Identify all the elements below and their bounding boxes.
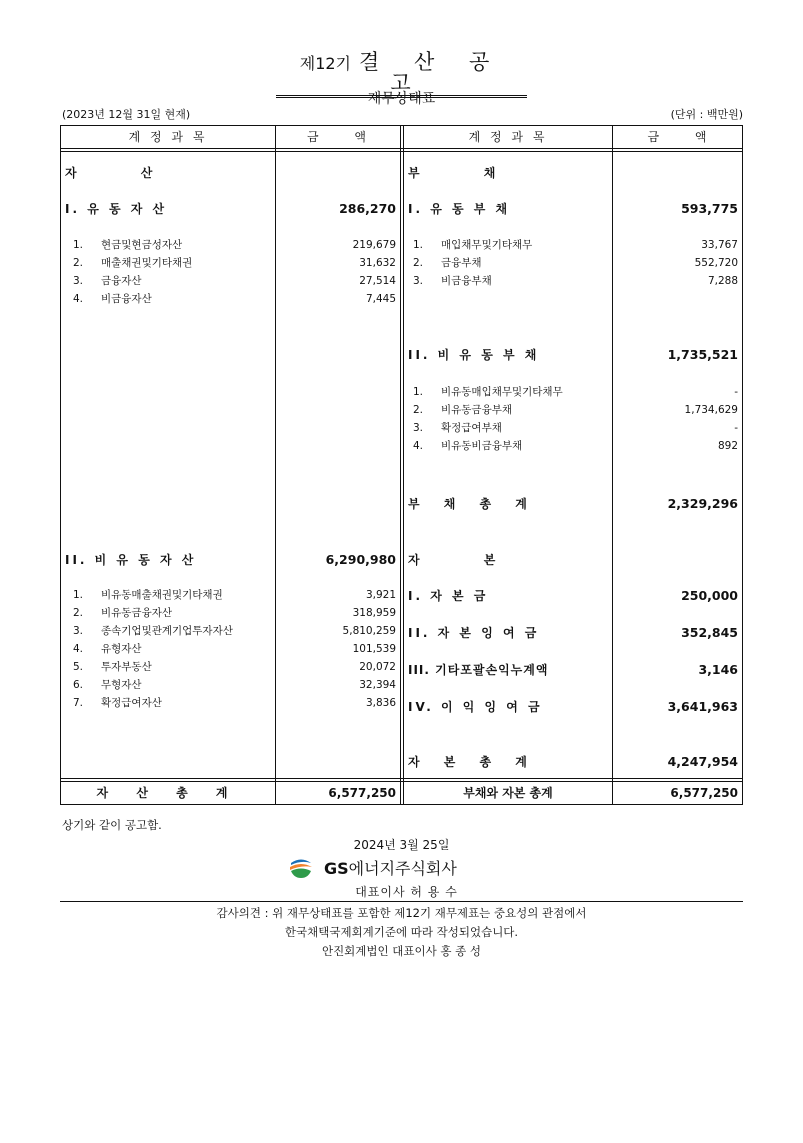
item-number: 7. [73, 697, 84, 709]
item-value: 31,632 [359, 257, 396, 269]
noncurrent-liabilities-total: 1,735,521 [667, 347, 738, 362]
item-number: 4. [73, 643, 84, 655]
item-name: 유형자산 [101, 643, 142, 655]
audit-opinion-line-2: 한국채택국제회계기준에 따라 작성되었습니다. [284, 925, 519, 939]
item-value: 318,959 [352, 607, 396, 619]
liab-equity-total-label: 부채와 자본 총계 [463, 786, 553, 800]
auditor-signature: 안진회계법인 대표이사 홍 종 성 [321, 944, 482, 958]
item-name: 현금및현금성자산 [101, 239, 183, 251]
item-name: 금융부채 [441, 257, 482, 269]
equity-item-value: 352,845 [681, 625, 738, 640]
current-assets-total: 286,270 [339, 201, 396, 216]
total-rule [61, 778, 742, 782]
item-name: 확정급여부채 [441, 422, 502, 434]
equity-item-value: 3,146 [698, 662, 738, 677]
gs-logo-icon [288, 854, 314, 880]
item-name: 비유동매출채권및기타채권 [101, 589, 223, 601]
equity-total-label: 자 본 총 계 [408, 755, 537, 769]
current-liabilities-total: 593,775 [681, 201, 738, 216]
item-number: 2. [73, 607, 84, 619]
balance-sheet-table [60, 125, 743, 805]
publication-date: 2024년 3월 25일 [353, 838, 450, 852]
fiscal-period: 제12기 [299, 54, 352, 73]
item-value: 32,394 [359, 679, 396, 691]
item-number: 3. [73, 275, 84, 287]
item-value: - [734, 422, 738, 434]
item-name: 투자부동산 [101, 661, 152, 673]
noncurrent-assets-label: II. 비 유 동 자 산 [65, 553, 197, 567]
item-name: 비금융자산 [101, 293, 152, 305]
item-value: 33,767 [701, 239, 738, 251]
item-number: 3. [413, 275, 424, 287]
item-value: 219,679 [352, 239, 396, 251]
center-double-divider [400, 126, 404, 804]
statement-subtitle: 재무상태표 [367, 91, 436, 107]
item-value: 27,514 [359, 275, 396, 287]
liabilities-total-label: 부 채 총 계 [408, 497, 537, 511]
current-liabilities-label: I. 유 동 부 채 [408, 202, 511, 216]
item-value: 3,921 [365, 589, 396, 601]
equity-item-label: II. 자 본 잉 여 금 [408, 626, 540, 640]
footer-divider [60, 901, 743, 902]
assets-total-label: 자 산 총 계 [96, 786, 240, 800]
current-assets-label: I. 유 동 자 산 [65, 202, 168, 216]
item-value: 5,810,259 [342, 625, 396, 637]
item-number: 4. [73, 293, 84, 305]
assets-total: 6,577,250 [328, 786, 396, 800]
item-name: 매입채무및기타채무 [441, 239, 533, 251]
header-left-amount: 금 액 [307, 130, 382, 144]
item-number: 5. [73, 661, 84, 673]
item-number: 2. [73, 257, 84, 269]
header-right-account: 계 정 과 목 [468, 130, 548, 144]
item-number: 3. [413, 422, 424, 434]
company-name-block [288, 854, 457, 880]
item-number: 6. [73, 679, 84, 691]
header-left-account: 계 정 과 목 [128, 130, 208, 144]
company-name: GS에너지주식회사 [324, 858, 457, 878]
ceo-name: 대표이사 허 용 수 [355, 885, 458, 899]
item-name: 확정급여자산 [101, 697, 162, 709]
item-number: 2. [413, 404, 424, 416]
item-value: 552,720 [694, 257, 738, 269]
as-of-date: (2023년 12월 31일 현재) [62, 108, 191, 121]
equity-item-label: IV. 이 익 잉 여 금 [408, 700, 543, 714]
noncurrent-assets-total: 6,290,980 [325, 552, 396, 567]
equity-item-value: 3,641,963 [667, 699, 738, 714]
item-value: 7,445 [365, 293, 396, 305]
liabilities-heading: 부 채 [408, 166, 526, 180]
item-name: 비유동비금융부채 [441, 440, 523, 452]
item-value: - [734, 386, 738, 398]
liabilities-total: 2,329,296 [667, 496, 738, 511]
liab-equity-total: 6,577,250 [670, 786, 738, 800]
item-name: 비유동금융부채 [441, 404, 513, 416]
item-name: 무형자산 [101, 679, 142, 691]
equity-item-label: I. 자 본 금 [408, 589, 489, 603]
item-name: 종속기업및관계기업투자자산 [101, 625, 233, 637]
item-value: 3,836 [365, 697, 396, 709]
item-value: 20,072 [359, 661, 396, 673]
title-text: 결 산 공 고 [359, 50, 504, 95]
item-value: 101,539 [352, 643, 396, 655]
item-name: 비금융부채 [441, 275, 492, 287]
item-name: 비유동금융자산 [101, 607, 173, 619]
noncurrent-liabilities-label: II. 비 유 동 부 채 [408, 348, 540, 362]
item-number: 3. [73, 625, 84, 637]
item-value: 1,734,629 [684, 404, 738, 416]
item-value: 892 [717, 440, 738, 452]
header-rule [61, 148, 742, 152]
closing-statement: 상기와 같이 공고함. [62, 818, 162, 832]
audit-opinion-line-1: 감사의견 : 위 재무상태표를 포함한 제12기 재무제표는 중요성의 관점에서 [216, 906, 587, 920]
item-name: 금융자산 [101, 275, 142, 287]
header-right-amount: 금 액 [647, 130, 723, 144]
equity-item-value: 250,000 [681, 588, 738, 603]
item-number: 1. [73, 239, 84, 251]
item-number: 4. [413, 440, 424, 452]
equity-total: 4,247,954 [667, 754, 738, 769]
item-number: 1. [73, 589, 84, 601]
item-name: 비유동매입채무및기타채무 [441, 386, 563, 398]
item-number: 1. [413, 386, 424, 398]
assets-heading: 자 산 [65, 166, 183, 180]
equity-item-label: III. 기타포괄손익누계액 [408, 663, 549, 677]
item-name: 매출채권및기타채권 [101, 257, 193, 269]
item-value: 7,288 [707, 275, 738, 287]
item-number: 2. [413, 257, 424, 269]
item-number: 1. [413, 239, 424, 251]
unit-note: (단위 : 백만원) [670, 108, 743, 121]
equity-heading: 자 본 [408, 553, 526, 567]
